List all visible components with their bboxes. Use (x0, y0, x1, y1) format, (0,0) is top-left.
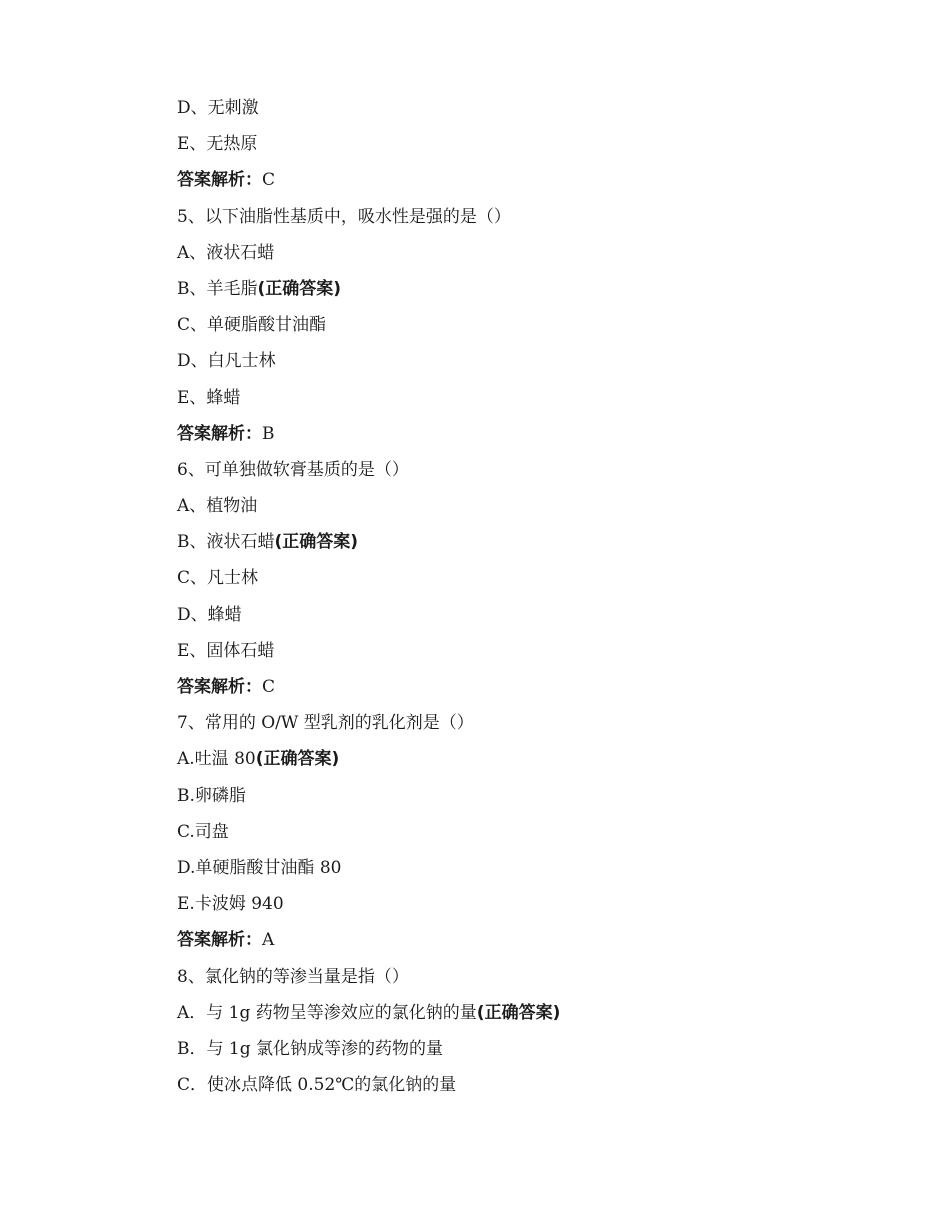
option-text: D、无刺激 (177, 98, 259, 118)
answer-option (177, 239, 877, 275)
option-text: C、单硬脂酸甘油酯 (177, 315, 327, 336)
answer-option (177, 637, 877, 673)
option-text: D.单硬脂酸甘油酯 80 (177, 857, 342, 878)
answer-option (177, 818, 877, 854)
answer-option (177, 564, 877, 600)
question-text: 8、氯化钠的等渗当量是指（） (177, 966, 409, 987)
answer-option (177, 1035, 877, 1071)
answer-option (177, 130, 877, 166)
question-stem (177, 203, 877, 239)
answer-option (177, 275, 877, 311)
option-text: E.卡波姆 940 (177, 894, 284, 915)
answer-value: A (262, 930, 275, 951)
option-text: A．与 1g 药物呈等渗效应的氯化钠的量 (177, 1002, 477, 1023)
option-text: E、蜂蜡 (177, 387, 241, 408)
correct-answer-mark: (正确答案) (255, 749, 340, 770)
answer-option (177, 94, 877, 130)
option-text: E、固体石蜡 (177, 640, 275, 661)
answer-explanation (177, 673, 877, 709)
option-text: A、植物油 (177, 496, 258, 517)
answer-label: 答案解析： (177, 677, 262, 697)
answer-value: C (262, 170, 276, 191)
question-list (177, 94, 877, 1107)
option-text: B、液状石蜡 (177, 532, 275, 553)
answer-option (177, 745, 877, 781)
answer-option (177, 601, 877, 637)
answer-option (177, 384, 877, 420)
answer-label: 答案解析： (177, 423, 262, 444)
option-text: B．与 1g 氯化钠成等渗的药物的量 (177, 1038, 443, 1059)
answer-explanation (177, 926, 877, 962)
answer-option (177, 999, 877, 1035)
answer-option (177, 347, 877, 383)
question-text: 5、以下油脂性基质中，吸水性是强的是（） (177, 206, 511, 227)
correct-answer-mark: (正确答案) (476, 1002, 561, 1023)
answer-option (177, 890, 877, 926)
answer-option (177, 782, 877, 818)
answer-value: C (262, 677, 276, 697)
correct-answer-mark: (正确答案) (274, 532, 359, 553)
option-text: D、蜂蜡 (177, 604, 242, 625)
option-text: C、凡士林 (177, 568, 259, 589)
option-text: E、无热原 (177, 134, 258, 155)
option-text: A、液状石蜡 (177, 242, 275, 263)
question-stem (177, 456, 877, 492)
answer-option (177, 854, 877, 890)
answer-option (177, 528, 877, 564)
question-stem (177, 963, 877, 999)
question-text: 7、常用的 O/W 型乳剂的乳化剂是（） (177, 713, 474, 734)
answer-label: 答案解析： (177, 170, 262, 191)
answer-option (177, 311, 877, 347)
option-text: C．使冰点降低 0.52℃的氯化钠的量 (177, 1075, 457, 1096)
question-stem (177, 709, 877, 745)
option-text: A.吐温 80 (177, 749, 256, 770)
option-text: D、白凡士林 (177, 351, 276, 372)
answer-label: 答案解析： (177, 930, 262, 951)
correct-answer-mark: (正确答案) (257, 278, 342, 299)
answer-option (177, 1071, 877, 1107)
answer-explanation (177, 166, 877, 202)
option-text: B.卵磷脂 (177, 785, 246, 806)
option-text: B、羊毛脂 (177, 278, 258, 299)
option-text: C.司盘 (177, 821, 229, 842)
answer-explanation (177, 420, 877, 456)
answer-value: B (262, 423, 275, 444)
answer-option (177, 492, 877, 528)
question-text: 6、可单独做软膏基质的是（） (177, 459, 409, 480)
